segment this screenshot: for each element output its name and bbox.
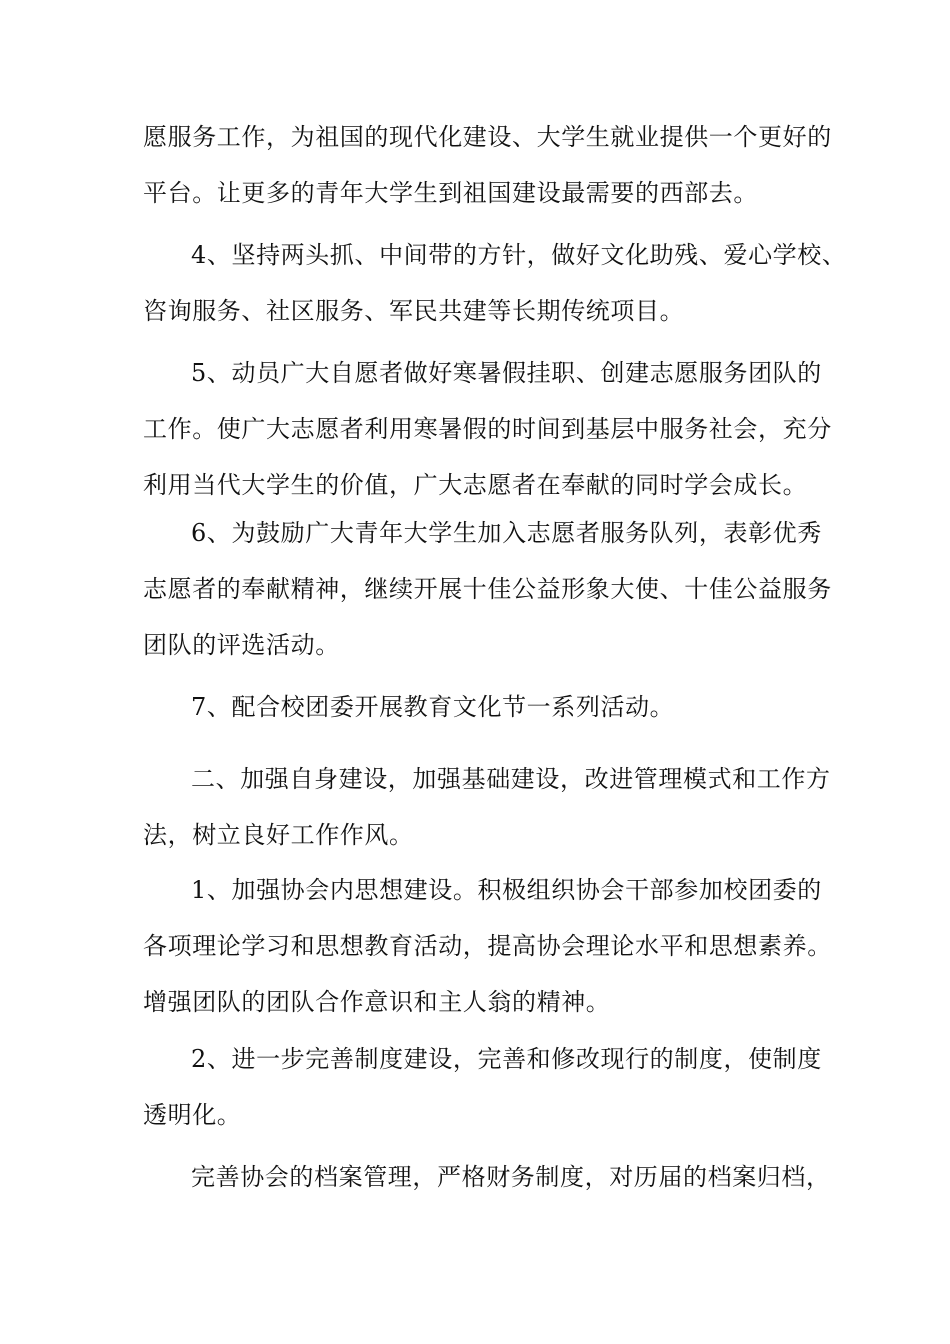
text-line: 工作。使广大志愿者利用寒暑假的时间到基层中服务社会，充分: [143, 415, 832, 443]
text-line: 7、配合校团委开展教育文化节一系列活动。: [191, 693, 675, 721]
paragraph-item-2: [143, 1031, 822, 1143]
text-line: 利用当代大学生的价值，广大志愿者在奉献的同时学会成长。: [143, 471, 808, 499]
paragraph-section-2: [143, 751, 831, 863]
text-line: 5、动员广大自愿者做好寒暑假挂职、创建志愿服务团队的: [191, 359, 822, 387]
paragraph-item-7: [143, 679, 805, 735]
text-line: 4、坚持两头抓、中间带的方针，做好文化助残、爱心学校、: [191, 241, 847, 269]
text-line: 志愿者的奉献精神，继续开展十佳公益形象大使、十佳公益服务: [143, 575, 832, 603]
paragraph-item-6: [143, 505, 832, 673]
text-line: 团队的评选活动。: [143, 631, 340, 659]
text-line: 6、为鼓励广大青年大学生加入志愿者服务队列，表彰优秀: [191, 519, 822, 547]
text-line: 各项理论学习和思想教育活动，提高协会理论水平和思想素养。: [143, 932, 832, 960]
paragraph-archive: [143, 1149, 831, 1205]
paragraph-item-5: [143, 345, 832, 513]
text-line: 平台。让更多的青年大学生到祖国建设最需要的西部去。: [143, 179, 758, 207]
text-line: 1、加强协会内思想建设。积极组织协会干部参加校团委的: [191, 876, 822, 904]
paragraph-continuation: [143, 109, 832, 221]
paragraph-item-4: [143, 227, 847, 339]
text-line: 透明化。: [143, 1101, 242, 1129]
text-line: 法，树立良好工作作风。: [143, 821, 414, 849]
text-line: 愿服务工作，为祖国的现代化建设、大学生就业提供一个更好的: [143, 123, 832, 151]
text-line: 增强团队的团队合作意识和主人翁的精神。: [143, 988, 611, 1016]
paragraph-item-1: [143, 862, 832, 1030]
text-line: 咨询服务、社区服务、军民共建等长期传统项目。: [143, 297, 685, 325]
text-line: 二、加强自身建设，加强基础建设，改进管理模式和工作方: [191, 765, 831, 793]
text-line: 2、进一步完善制度建设，完善和修改现行的制度，使制度: [191, 1045, 822, 1073]
text-line: 完善协会的档案管理，严格财务制度，对历届的档案归档，: [191, 1163, 831, 1191]
